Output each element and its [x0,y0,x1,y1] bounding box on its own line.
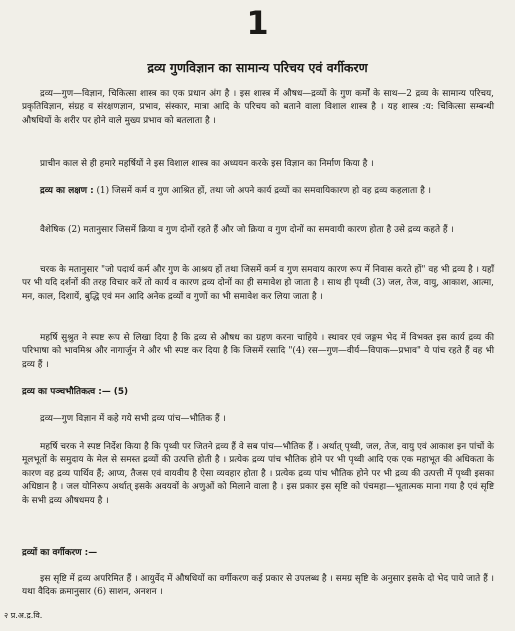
chapter-title: द्रव्य गुणविज्ञान का सामान्य परिचय एवं वर्गीकरण [147,60,368,75]
section-heading-panchbhautik: द्रव्य का पञ्चभौतिकत्व :— (5) [22,387,129,397]
paragraph-sushrut: महर्षि सुश्रुत ने स्पष्ट रूप से लिखा दिया है कि द्रव्य से औषध का ग्रहण करना चाहिये । स्थावर एवं जङ्गम भेद में विभक्त इस कार्य द्रव्य की परिभाषा को भावमिश्र और नागार्जुन ने और भी स्पष्ट कर दिया है कि जिसमें रसादि "(4) रस—गुण—वीर्य—विपाक—प्रभाव" ये पांच रहते हैं वह भी द्रव्य हैं । [22,333,494,370]
section-heading-vargikaran: द्रव्यों का वर्गीकरण :— [22,548,98,558]
page-footer: २ प्र.अ.द्र.वि. [4,611,43,620]
paragraph-vargikaran: इस सृष्टि में द्रव्य अपरिमित हैं । आयुर्वेद में औषधियों का वर्गीकरण कई प्रकार से उपलब्ध है । समग्र सृष्टि के अनुसार इसके दो भेद पाये जाते हैं । यथा वैदिक क्रमानुसार (6) साशन, अनशन । [22,574,494,598]
paragraph-intro: द्रव्य—गुण—विज्ञान, चिकित्सा शास्त्र का एक प्रधान अंग है । इस शास्त्र में औषध—द्रव्यों के गुण कर्मों के साथ—2 द्रव्य के सामान्य परिचय, प्रकृतिविज्ञान, संग्रह व संरक्षणज्ञान, प्रभाव, संस्कार, मात्रा आदि के परिचय को बताने वाला विशाल शास्त्र है । यह शास्त्र :य: चिकित्सा सम्बन्धी औषधियों के शरीर पर होने वाले मुख्य प्रभाव को बतलाता है । [22,89,494,126]
paragraph-charak: चरक के मतानुसार "जो पदार्थ कर्म और गुण के आश्रय हों तथा जिसमें कर्म व गुण समवाय कारण रूप में निवास करते हों" वह भी द्रव्य है । यहाँ पर भी यदि दर्शनों की तरह विचार करें तो कार्य व कारण द्रव्य दोनों का ही समावेश हो जाता है । साथ ही पृथ्वी (3) जल, तेज, वायु, आकाश, आत्मा, मन, काल, दिशायें, बुद्धि एवं मन आदि अनेक द्रव्यों व गुणों का भी समावेश कर लिया जाता है । [22,265,494,302]
paragraph-panch-2: महर्षि चरक ने स्पष्ट निर्देश किया है कि पृथ्वी पर जितने द्रव्य हैं वे सब पांच—भौतिक हैं । अर्थात् पृथ्वी, जल, तेज, वायु एवं आकाश इन पांचों के मूलभूतों के समुदाय के मेल से समस्त द्रव्यों की उत्पत्ति होती है । प्रत्येक द्रव्य पांच भौतिक होने पर भी पृथ्वी आदि एक एक महाभूत की अधिकता के कारण वह द्रव्य पार्थिव हैं; आप्य, तैजस एवं वायवीय है ऐसा व्यवहार होता है । प्रत्येक द्रव्य पांच भौतिक होने पर भी द्रव्य की उत्पत्ती में पृथ्वी इसका अधिष्ठान है । जल योनिरूप अर्थात् इसके अवयवों के अणुओं को मिलाने वाला है । इस प्रकार इस सृष्टि को पंचमहा—भूतात्मक माना गया है एवं सृष्टि के सभी द्रव्य औषधमय है । [22,442,494,506]
chapter-number: 1 [246,4,269,42]
paragraph-ancient: प्राचीन काल से ही हमारे महर्षियों ने इस विशाल शास्त्र का अध्ययन करके इस विज्ञान का निर्माण किया है । [40,159,374,169]
lakshan-label: द्रव्य का लक्षण : [40,186,94,196]
paragraph-panch-1: द्रव्य—गुण विज्ञान में कहे गये सभी द्रव्य पांच—भौतिक हैं । [40,414,226,424]
paragraph-lakshan [22,185,494,198]
paragraph-vaisheshik: वैशेषिक (2) मतानुसार जिसमें क्रिया व गुण दोनों रहते हैं और जो क्रिया व गुण दोनों का समवायी कारण होता है उसे द्रव्य कहते हैं । [40,225,454,235]
lakshan-text: (1) जिसमें कर्म व गुण आश्रित हों, तथा जो अपने कार्य द्रव्यों का समवायिकारण हो वह द्रव्य कहलाता है । [93,186,432,196]
